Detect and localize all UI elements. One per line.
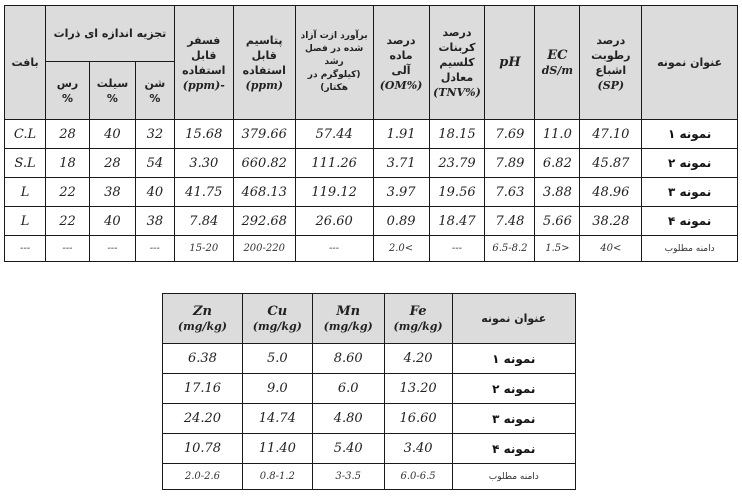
cell-ph: 7.48 bbox=[485, 207, 535, 236]
sample-label: نمونه ۳ bbox=[642, 178, 738, 207]
cell-cu: 5.0 bbox=[242, 344, 312, 374]
range-label: دامنه مطلوب bbox=[452, 464, 575, 490]
micronutrient-table bbox=[162, 293, 576, 490]
cell-silt: 38 bbox=[89, 178, 135, 207]
cell-clay: 22 bbox=[46, 207, 90, 236]
range-label: دامنه مطلوب bbox=[642, 236, 738, 262]
header-ph: pH bbox=[485, 6, 535, 120]
sample-label: نمونه ۴ bbox=[452, 434, 575, 464]
cell-cu: 14.74 bbox=[242, 404, 312, 434]
cell-om: 0.89 bbox=[373, 207, 429, 236]
cell-om: 1.91 bbox=[373, 120, 429, 149]
cell-clay: 18 bbox=[46, 149, 90, 178]
range-sand: --- bbox=[135, 236, 174, 262]
cell-texture: S.L bbox=[5, 149, 46, 178]
cell-phosphorus: 7.84 bbox=[174, 207, 233, 236]
cell-zn: 17.16 bbox=[163, 374, 243, 404]
range-tnv: --- bbox=[429, 236, 485, 262]
header-tnv: درصد کربنات کلسیم معادل (%TNV) bbox=[429, 6, 485, 120]
table-row bbox=[163, 374, 576, 404]
sample-label: نمونه ۱ bbox=[642, 120, 738, 149]
table-row bbox=[163, 344, 576, 374]
cell-mn: 4.80 bbox=[312, 404, 384, 434]
header-fe: Fe (mg/kg) bbox=[384, 294, 452, 344]
cell-texture: L bbox=[5, 178, 46, 207]
cell-sand: 40 bbox=[135, 178, 174, 207]
header-zn: Zn (mg/kg) bbox=[163, 294, 243, 344]
cell-sp: 47.10 bbox=[580, 120, 642, 149]
table-row bbox=[163, 404, 576, 434]
soil-analysis-table bbox=[4, 5, 738, 262]
cell-silt: 40 bbox=[89, 120, 135, 149]
cell-om: 3.71 bbox=[373, 149, 429, 178]
cell-tnv: 19.56 bbox=[429, 178, 485, 207]
range-silt: --- bbox=[89, 236, 135, 262]
header-particle-size: تجزیه اندازه ای ذرات bbox=[46, 6, 175, 62]
cell-ec: 3.88 bbox=[535, 178, 580, 207]
cell-phosphorus: 41.75 bbox=[174, 178, 233, 207]
cell-nitrogen: 57.44 bbox=[295, 120, 373, 149]
cell-phosphorus: 3.30 bbox=[174, 149, 233, 178]
cell-nitrogen: 119.12 bbox=[295, 178, 373, 207]
cell-om: 3.97 bbox=[373, 178, 429, 207]
cell-nitrogen: 26.60 bbox=[295, 207, 373, 236]
cell-ec: 6.82 bbox=[535, 149, 580, 178]
cell-mn: 8.60 bbox=[312, 344, 384, 374]
range-row bbox=[163, 464, 576, 490]
header-silt: سیلت % bbox=[89, 62, 135, 120]
cell-potassium: 468.13 bbox=[233, 178, 295, 207]
header-clay: رس % bbox=[46, 62, 90, 120]
cell-ec: 5.66 bbox=[535, 207, 580, 236]
cell-cu: 9.0 bbox=[242, 374, 312, 404]
cell-mn: 6.0 bbox=[312, 374, 384, 404]
sample-label: نمونه ۲ bbox=[642, 149, 738, 178]
cell-mn: 5.40 bbox=[312, 434, 384, 464]
cell-texture: L bbox=[5, 207, 46, 236]
cell-sand: 38 bbox=[135, 207, 174, 236]
cell-sand: 32 bbox=[135, 120, 174, 149]
cell-potassium: 660.82 bbox=[233, 149, 295, 178]
header-cu: Cu (mg/kg) bbox=[242, 294, 312, 344]
cell-cu: 11.40 bbox=[242, 434, 312, 464]
range-ec: <1.5 bbox=[535, 236, 580, 262]
sample-label: نمونه ۱ bbox=[452, 344, 575, 374]
cell-texture: C.L bbox=[5, 120, 46, 149]
header-nitrogen: برآورد ازت آزاد شده در فصل رشد (کیلوگرم در هکتار) bbox=[295, 6, 373, 120]
cell-ph: 7.89 bbox=[485, 149, 535, 178]
range-cu: 0.8-1.2 bbox=[242, 464, 312, 490]
cell-phosphorus: 15.68 bbox=[174, 120, 233, 149]
cell-ph: 7.69 bbox=[485, 120, 535, 149]
cell-ph: 7.63 bbox=[485, 178, 535, 207]
range-phosphorus: 15-20 bbox=[174, 236, 233, 262]
table-row bbox=[5, 207, 738, 236]
cell-sp: 48.96 bbox=[580, 178, 642, 207]
cell-fe: 13.20 bbox=[384, 374, 452, 404]
range-zn: 2.0-2.6 bbox=[163, 464, 243, 490]
table-row bbox=[5, 178, 738, 207]
cell-sp: 45.87 bbox=[580, 149, 642, 178]
range-fe: 6.0-6.5 bbox=[384, 464, 452, 490]
cell-sp: 38.28 bbox=[580, 207, 642, 236]
table-row bbox=[5, 149, 738, 178]
header-potassium: پتاسیم قابل استفاده (ppm) bbox=[233, 6, 295, 120]
cell-fe: 16.60 bbox=[384, 404, 452, 434]
header-ec: EC dS/m bbox=[535, 6, 580, 120]
cell-potassium: 379.66 bbox=[233, 120, 295, 149]
table-row bbox=[163, 434, 576, 464]
header-sand: شن % bbox=[135, 62, 174, 120]
range-potassium: 200-220 bbox=[233, 236, 295, 262]
range-ph: 6.5-8.2 bbox=[485, 236, 535, 262]
header-mn: Mn (mg/kg) bbox=[312, 294, 384, 344]
cell-clay: 22 bbox=[46, 178, 90, 207]
cell-tnv: 23.79 bbox=[429, 149, 485, 178]
sample-label: نمونه ۲ bbox=[452, 374, 575, 404]
header-sample-name: عنوان نمونه bbox=[452, 294, 575, 344]
cell-tnv: 18.47 bbox=[429, 207, 485, 236]
range-mn: 3-3.5 bbox=[312, 464, 384, 490]
range-row bbox=[5, 236, 738, 262]
cell-silt: 28 bbox=[89, 149, 135, 178]
header-om: درصد ماده آلی (%OM) bbox=[373, 6, 429, 120]
cell-clay: 28 bbox=[46, 120, 90, 149]
cell-silt: 40 bbox=[89, 207, 135, 236]
header-phosphorus: فسفر قابل استفاده -(ppm) bbox=[174, 6, 233, 120]
sample-label: نمونه ۴ bbox=[642, 207, 738, 236]
cell-ec: 11.0 bbox=[535, 120, 580, 149]
cell-fe: 3.40 bbox=[384, 434, 452, 464]
header-texture: بافت bbox=[5, 6, 46, 120]
cell-zn: 10.78 bbox=[163, 434, 243, 464]
cell-nitrogen: 111.26 bbox=[295, 149, 373, 178]
header-sample-name: عنوان نمونه bbox=[642, 6, 738, 120]
cell-zn: 6.38 bbox=[163, 344, 243, 374]
cell-fe: 4.20 bbox=[384, 344, 452, 374]
cell-sand: 54 bbox=[135, 149, 174, 178]
cell-potassium: 292.68 bbox=[233, 207, 295, 236]
range-sp: >40 bbox=[580, 236, 642, 262]
header-sp: درصد رطوبت اشباع (SP) bbox=[580, 6, 642, 120]
range-nitrogen: --- bbox=[295, 236, 373, 262]
cell-tnv: 18.15 bbox=[429, 120, 485, 149]
table-row bbox=[5, 120, 738, 149]
range-om: >2.0 bbox=[373, 236, 429, 262]
range-texture: --- bbox=[5, 236, 46, 262]
cell-zn: 24.20 bbox=[163, 404, 243, 434]
sample-label: نمونه ۳ bbox=[452, 404, 575, 434]
range-clay: --- bbox=[46, 236, 90, 262]
